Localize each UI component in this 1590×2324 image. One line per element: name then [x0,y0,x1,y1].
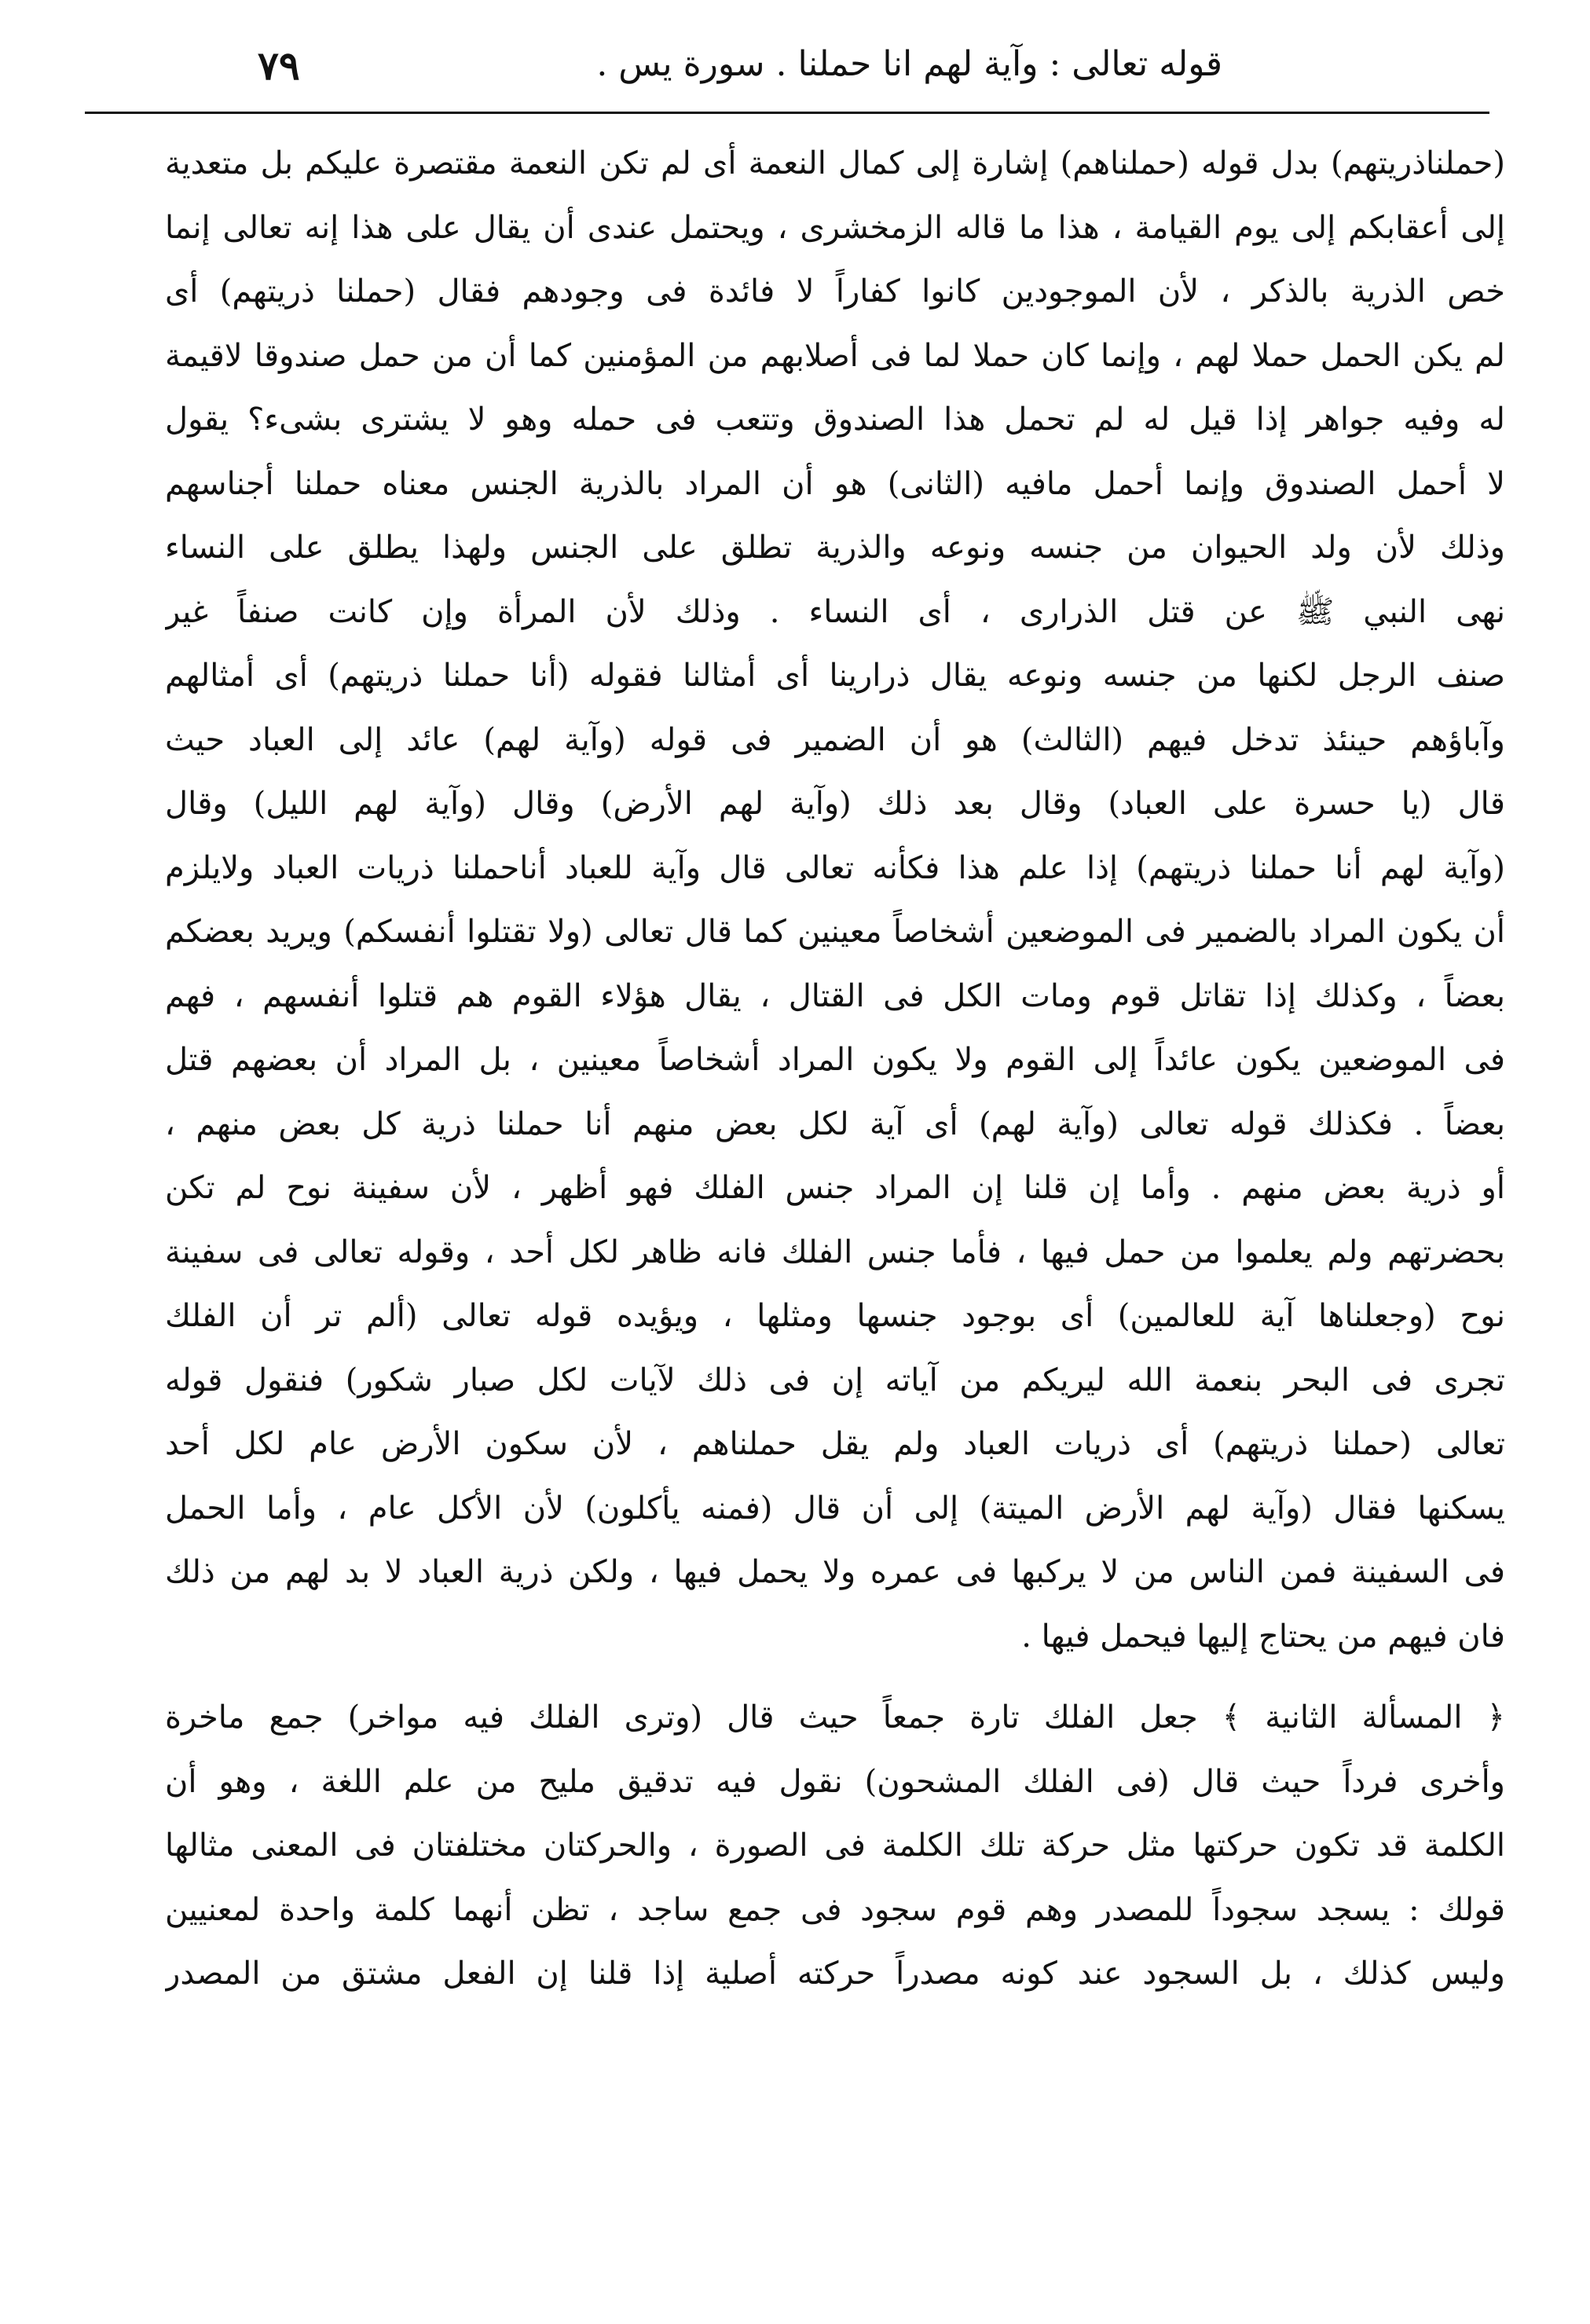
text-line: بعضاً . فكذلك قوله تعالى (وآية لهم) أى آية لكل بعض منهم أنا حملنا ذرية كل بعض منهم ، [165,1105,1505,1142]
text-line: لا أحمل الصندوق وإنما أحمل مافيه (الثانى) هو أن المراد بالذرية الجنس معناه حملنا أجناسهم [165,465,1505,502]
paragraph-second-issue [165,1686,1505,2007]
text-line-section-heading: ﴿ المسألة الثانية ﴾ جعل الفلك تارة جمعاً حيث قال (وترى الفلك فيه مواخر) جمع ماخرة [165,1699,1505,1736]
text-line: إلى أعقابكم إلى يوم القيامة ، هذا ما قاله الزمخشرى ، ويحتمل عندى أن يقال على هذا إنه تعالى إنما [165,209,1505,246]
text-line: قال (يا حسرة على العباد) وقال بعد ذلك (وآية لهم الأرض) وقال (وآية لهم الليل) وقال [165,786,1505,822]
text-line: نوح (وجعلناها آية للعالمين) أى بوجود جنسها ومثلها ، ويؤيده قوله تعالى (ألم تر أن الفلك [165,1298,1505,1334]
running-title: قوله تعالى : وآية لهم انا حملنا . سورة يس . [596,44,1222,84]
text-line: وآباؤهم حينئذ تدخل فيهم (الثالث) هو أن الضمير فى قوله (وآية لهم) عائد إلى العباد حيث [165,721,1505,758]
page-number: ٧٩ [258,42,300,89]
paragraph-first [165,132,1505,1669]
text-line: بعضاً ، وكذلك إذا تقاتل قوم ومات الكل فى القتال ، يقال هؤلاء القوم هم قتلوا أنفسهم ، فهم [165,977,1505,1014]
header-rule [85,112,1489,114]
text-line: يسكنها فقال (وآية لهم الأرض الميتة) إلى أن قال (فمنه يأكلون) لأن الأكل عام ، وأما الحمل [165,1490,1505,1527]
page-header [85,38,1505,102]
text-line: الكلمة قد تكون حركتها مثل حركة تلك الكلمة فى الصورة ، والحركتان مختلفتان فى المعنى مثالها [165,1827,1505,1864]
text-line: (وآية لهم أنا حملنا ذريتهم) إذا علم هذا فكأنه تعالى قال وآية للعباد أناحملنا ذريات العباد ولايلزم [165,849,1505,886]
text-line: قولك : يسجد سجوداً للمصدر وهم قوم سجود فى جمع ساجد ، تظن أنهما كلمة واحدة لمعنيين [165,1891,1505,1928]
text-line: بحضرتهم ولم يعلموا من حمل فيها ، فأما جنس الفلك فانه ظاهر لكل أحد ، وقوله تعالى فى سفينة [165,1233,1505,1270]
text-line: له وفيه جواهر إذا قيل له لم تحمل هذا الصندوق وتتعب فى حمله وهو لا يشترى بشىء؟ يقول [165,401,1505,438]
text-line: لم يكن الحمل حملا لهم ، وإنما كان حملا لما فى أصلابهم من المؤمنين كما أن من حمل صندوقا لاقيمة [165,337,1505,374]
text-line: صنف الرجل لكنها من جنسه ونوعه يقال ذرارينا أى أمثالنا فقوله (أنا حملنا ذريتهم) أى أمثالهم [165,658,1505,694]
text-line: فى السفينة فمن الناس من لا يركبها فى عمره ولا يحمل فيها ، ولكن ذرية العباد لا بد لهم من ذلك [165,1554,1505,1590]
text-line: نهى النبي ﷺ عن قتل الذرارى ، أى النساء . وذلك لأن المرأة وإن كانت صنفاً غير [165,593,1505,630]
text-line: وليس كذلك ، بل السجود عند كونه مصدراً حركته أصلية إذا قلنا إن الفعل مشتق من المصدر [165,1956,1505,1992]
text-line: تعالى (حملنا ذريتهم) أى ذريات العباد ولم يقل حملناهم ، لأن سكون الأرض عام لكل أحد [165,1426,1505,1462]
text-line: وأخرى فرداً حيث قال (فى الفلك المشحون) نقول فيه تدقيق مليح من علم اللغة ، وهو أن [165,1763,1505,1800]
text-line: أن يكون المراد بالضمير فى الموضعين أشخاصاً معينين كما قال تعالى (ولا تقتلوا أنفسكم) ويريد بعضكم [165,914,1505,950]
text-line: فان فيهم من يحتاج إليها فيحمل فيها . [1021,1618,1505,1655]
text-line: فى الموضعين يكون عائداً إلى القوم ولا يكون المراد أشخاصاً معينين ، بل المراد أن بعضهم قتل [165,1042,1505,1078]
text-line: (حملناذريتهم) بدل قوله (حملناهم) إشارة إلى كمال النعمة أى لم تكن النعمة مقتصرة عليكم بل متعدية [165,145,1505,181]
text-line: وذلك لأن ولد الحيوان من جنسه ونوعه والذرية تطلق على الجنس ولهذا يطلق على النساء [165,530,1505,566]
text-line: خص الذرية بالذكر ، لأن الموجودين كانوا كفاراً لا فائدة فى وجودهم فقال (حملنا ذريتهم) أى [165,273,1505,310]
text-line: تجرى فى البحر بنعمة الله ليريكم من آياته إن فى ذلك لآيات لكل صبار شكور) فنقول قوله [165,1362,1505,1398]
text-line: أو ذرية بعض منهم . وأما إن قلنا إن المراد جنس الفلك فهو أظهر ، لأن سفينة نوح لم تكن [165,1170,1505,1206]
main-text [165,132,1505,2007]
